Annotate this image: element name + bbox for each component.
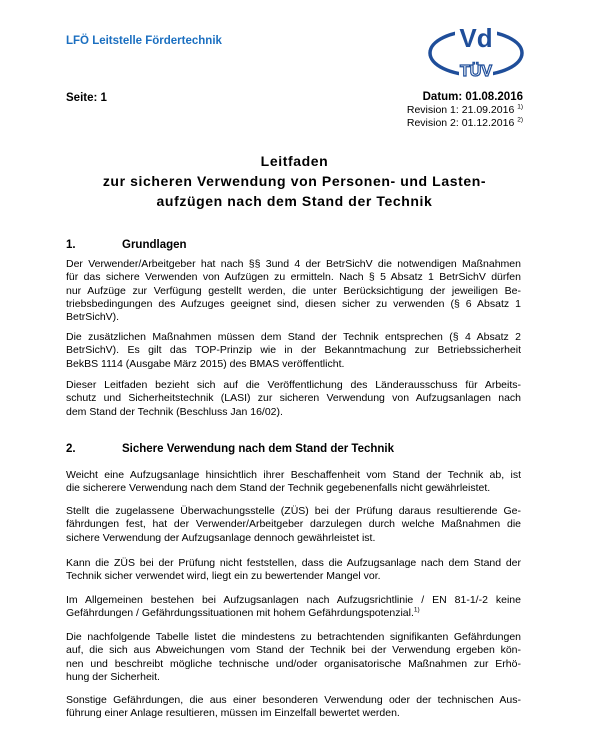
footnote-ref: 1) [517, 103, 523, 111]
logo-text-top: Vd [459, 23, 493, 53]
document-title [0, 151, 589, 211]
footnote-ref: 1) [413, 606, 420, 614]
section-2-paragraph-3: Kann die ZÜS bei der Prüfung nicht feststellen, dass die Aufzugsanlage nach dem Stand der Technik sicher verwendet wird, liegt ein zu bewertender Mangel vor. [66, 557, 521, 583]
section-1-paragraph-3: Dieser Leitfaden bezieht sich auf die Veröffentlichung des Länderausschuss für Arbeits- schutz und Sicherheitstechnik (LASI) zur sicheren Verwendung von Aufzugsanlagen nach dem Stand der Technik (Beschluss Jan 16/02). [66, 379, 521, 418]
footnote-ref: 2) [517, 116, 523, 124]
section-1-paragraph-1: Der Verwender/Arbeitgeber hat nach §§ 3und 4 der BetrSichV die notwendigen Maßnahmen für das sichere Verwenden von Aufzügen zu ermitteln. Nach § 5 Absatz 1 BetrSichV dürfen nur Aufzüge zur Verfügung gestellt werden, die unter Berücksichtigung der jeweiligen Be- triebsbedingungen des Aufzuges geeignet sind, diesen sicher zu verwenden (§ 6 Absatz 1 BetrSichV). [66, 258, 521, 324]
document-date: Datum: 01.08.2016 [422, 91, 523, 103]
section-2-heading: 2. Sichere Verwendung nach dem Stand der Technik [66, 443, 395, 455]
document-meta [407, 91, 523, 130]
title-line-3: aufzügen nach dem Stand der Technik [156, 193, 433, 209]
section-2-paragraph-1: Weicht eine Aufzugsanlage hinsichtlich ihrer Beschaffenheit vom Stand der Technik ab, ist die sicherere Verwendung nach dem Stand der Technik gegebenenfalls nicht gewährleistet. [66, 469, 521, 495]
section-2-paragraph-5: Die nachfolgende Tabelle listet die mindestens zu betrachtenden signifikanten Gefährdungen auf, die sich aus Abweichungen vom Stand der Technik bei der Verwendung ergeben kön- nen und beschreibt mögliche technische und/oder organisatorische Maßnahmen zur Erhö- hung der Sicherheit. [66, 631, 521, 683]
page-number: Seite: 1 [66, 92, 107, 104]
title-line-1: Leitfaden [260, 153, 329, 169]
title-line-2: zur sicheren Verwendung von Personen- und Lasten- [102, 173, 487, 189]
vdtuev-logo [427, 22, 525, 82]
revision-1: Revision 1: 21.09.2016 $^{1)}$ [406, 103, 523, 116]
organization-name: LFÖ Leitstelle Fördertechnik [66, 35, 222, 47]
section-2-paragraph-2: Stellt die zugelassene Überwachungsstelle (ZÜS) bei der Prüfung daraus resultierende Ge- fährdungen fest, hat der Verwender/Arbeitgeber darzulegen durch welche Maßnahmen die sichere Verwendung der Aufzugsanlage dennoch gewährleistet ist. [66, 505, 521, 544]
section-1-paragraph-2: Die zusätzlichen Maßnahmen müssen dem Stand der Technik entsprechen (§ 4 Absatz 2 BetrSichV). Es gilt das TOP-Prinzip wie in der Bekanntmachung zur Betriebssicherheit BekBS 1114 (Ausgabe März 2015) des BMAS veröffentlicht. [66, 331, 521, 370]
revision-2: Revision 2: 01.12.2016 $^{2)}$ [406, 116, 523, 129]
logo-text-bottom: TÜV [460, 63, 492, 80]
section-2-paragraph-6: Sonstige Gefährdungen, die aus einer besonderen Verwendung oder der technischen Aus- führung einer Anlage resultieren, müssen im Einzelfall bewertet werden. [66, 694, 521, 720]
section-2-paragraph-4: Im Allgemeinen bestehen bei Aufzugsanlagen nach Aufzugsrichtlinie / EN 81-1/-2 keine Gefährdungen / Gefährdungssituationen mit hohem Gefährdungspotenzial.$^{1)}$ [66, 594, 521, 620]
section-1-heading: 1. Grundlagen [66, 239, 187, 251]
